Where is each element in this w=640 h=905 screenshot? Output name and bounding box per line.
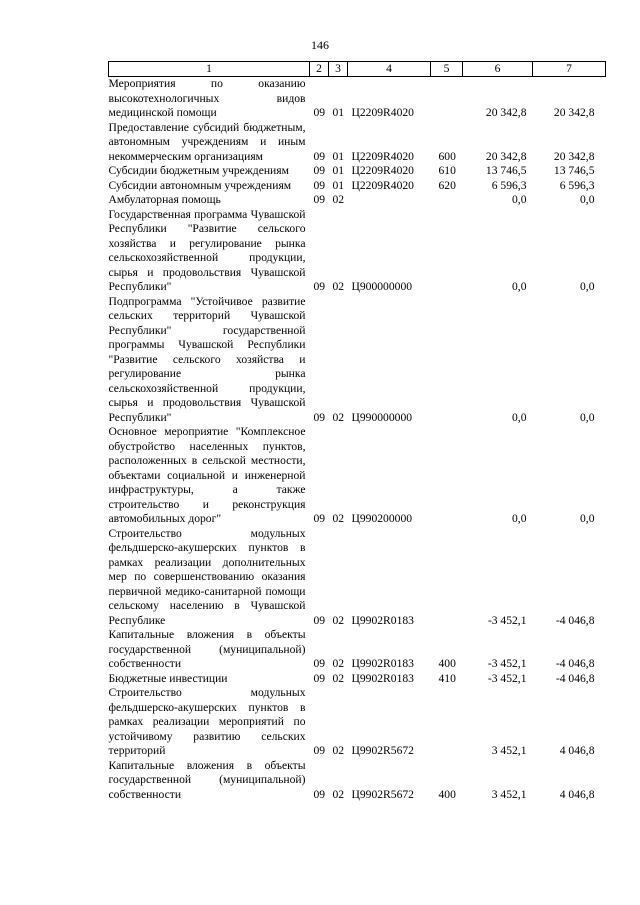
- row-name: Строительство модульных фельдшерско-акушерских пунктов в рамках реализации мероприятий по устойчивому развитию сельских территорий: [108, 686, 306, 757]
- row-target-article: Ц9902R5672: [351, 744, 414, 757]
- row-subsection: 02: [332, 613, 345, 627]
- row-name: Подпрограмма "Устойчивое развитие сельских территорий Чувашской Республики" государственной программы Чувашской Республики "Развитие сельского хозяйства и регулирование рынка сельскохозяйственной продукции, сырья и продовольствия Чувашской Республики": [108, 294, 306, 424]
- row-amount-year1: 0,0: [512, 512, 527, 525]
- table-row: [109, 193, 606, 208]
- row-subsection: 02: [332, 410, 345, 424]
- row-amount-year2: 0,0: [580, 410, 595, 424]
- row-subsection: 01: [332, 164, 345, 177]
- row-amount-year2: 4 046,8: [559, 744, 595, 757]
- row-section: 09: [313, 193, 326, 206]
- column-header: 1: [109, 62, 310, 77]
- table-row: [109, 164, 606, 179]
- row-amount-year2: 0,0: [580, 280, 595, 293]
- table-row: [109, 425, 606, 527]
- row-name: Бюджетные инвестиции: [108, 671, 228, 685]
- row-expense-type: [431, 193, 463, 208]
- row-subsection: 01: [332, 106, 345, 119]
- row-amount-year2: 0,0: [580, 512, 595, 525]
- row-amount-year1: 13 746,5: [485, 164, 527, 177]
- row-name: Субсидии бюджетным учреждениям: [108, 164, 289, 177]
- table-body: [109, 77, 606, 803]
- row-name: Государственная программа Чувашской Республики "Развитие сельского хозяйства и регулирование рынка сельскохозяйственной продукции, сырья и продовольствия Чувашской Республики": [108, 207, 306, 293]
- row-subsection: 02: [332, 787, 345, 801]
- row-amount-year2: 4 046,8: [559, 787, 595, 801]
- row-expense-type: 400: [438, 787, 456, 801]
- row-section: 09: [313, 106, 326, 119]
- row-target-article: Ц2209R4020: [351, 106, 414, 119]
- table-row: [109, 628, 606, 672]
- row-name: Строительство модульных фельдшерско-акушерских пунктов в рамках реализации дополнительных мер по совершенствованию оказания первичной медико-санитарной помощи сельскому населению в Чувашской Республике: [108, 526, 306, 627]
- row-section: 09: [313, 149, 326, 163]
- row-amount-year1: -3 452,1: [487, 613, 527, 627]
- row-target-article: Ц990200000: [351, 512, 413, 525]
- row-subsection: 01: [332, 149, 345, 163]
- row-amount-year1: 20 342,8: [485, 149, 527, 163]
- table-row: [109, 672, 606, 687]
- row-subsection: 02: [332, 193, 345, 206]
- row-section: 09: [313, 657, 326, 670]
- row-name: Субсидии автономным учреждениям: [108, 178, 292, 192]
- table-row: [109, 208, 606, 295]
- row-amount-year2: 0,0: [580, 193, 595, 206]
- table-row: [109, 295, 606, 426]
- row-target-article: Ц9902R0183: [351, 613, 414, 627]
- row-amount-year1: -3 452,1: [487, 657, 527, 670]
- row-expense-type: 600: [438, 149, 456, 163]
- table-row: [109, 179, 606, 194]
- row-expense-type: 400: [438, 657, 456, 670]
- column-header: 4: [348, 62, 431, 77]
- row-amount-year2: 6 596,3: [559, 178, 595, 192]
- row-section: 09: [313, 613, 326, 627]
- row-subsection: 02: [332, 280, 345, 293]
- row-section: 09: [313, 744, 326, 757]
- table-row: [109, 686, 606, 759]
- row-name: Амбулаторная помощь: [108, 193, 221, 206]
- row-name: Основное мероприятие "Комплексное обустройство населенных пунктов, расположенных в сельской местности, объектами социальной и инженерной инфраструктуры, а также строительство и реконструкция автомобильных дорог": [108, 425, 306, 525]
- row-target-article: Ц2209R4020: [351, 178, 414, 192]
- row-amount-year2: -4 046,8: [555, 657, 595, 670]
- row-amount-year1: 3 452,1: [491, 787, 527, 801]
- row-target-article: Ц9902R0183: [351, 671, 414, 685]
- row-target-article: Ц9902R5672: [351, 787, 414, 801]
- table-header: [109, 62, 606, 77]
- row-expense-type: [431, 77, 463, 121]
- budget-table: [108, 61, 606, 802]
- row-amount-year2: 20 342,8: [553, 106, 595, 119]
- row-expense-type: [431, 527, 463, 629]
- row-subsection: 02: [332, 657, 345, 670]
- row-amount-year2: 13 746,5: [553, 164, 595, 177]
- row-expense-type: 610: [438, 164, 456, 177]
- row-expense-type: 620: [438, 178, 456, 192]
- row-target-article: Ц2209R4020: [351, 164, 414, 177]
- row-expense-type: [431, 686, 463, 759]
- row-section: 09: [313, 178, 326, 192]
- row-amount-year1: 20 342,8: [485, 106, 527, 119]
- page-number: 146: [311, 38, 329, 52]
- row-subsection: 02: [332, 512, 345, 525]
- row-section: 09: [313, 164, 326, 177]
- row-subsection: 02: [332, 671, 345, 685]
- column-header: 6: [463, 62, 533, 77]
- row-expense-type: [431, 208, 463, 295]
- row-amount-year1: 0,0: [512, 410, 527, 424]
- row-section: 09: [313, 410, 326, 424]
- row-target-article: Ц900000000: [351, 280, 413, 293]
- row-amount-year1: 6 596,3: [491, 178, 527, 192]
- column-header: 2: [310, 62, 329, 77]
- row-amount-year2: -4 046,8: [555, 671, 595, 685]
- row-amount-year1: 0,0: [512, 193, 527, 206]
- row-expense-type: 410: [438, 671, 456, 685]
- row-expense-type: [431, 295, 463, 426]
- row-target-article: [348, 193, 431, 208]
- row-expense-type: [431, 425, 463, 527]
- row-name: Капитальные вложения в объекты государственной (муниципальной) собственности: [108, 758, 306, 801]
- row-subsection: 02: [332, 744, 345, 757]
- column-header: 7: [533, 62, 606, 77]
- row-subsection: 01: [332, 178, 345, 192]
- row-amount-year2: 20 342,8: [553, 149, 595, 163]
- row-target-article: Ц9902R0183: [351, 657, 414, 670]
- row-amount-year1: -3 452,1: [487, 671, 527, 685]
- row-amount-year1: 3 452,1: [491, 744, 527, 757]
- column-header: 3: [329, 62, 348, 77]
- row-target-article: Ц2209R4020: [351, 149, 414, 163]
- row-section: 09: [313, 512, 326, 525]
- table-row: [109, 759, 606, 803]
- row-section: 09: [313, 671, 326, 685]
- row-name: Капитальные вложения в объекты государственной (муниципальной) собственности: [108, 628, 306, 670]
- row-target-article: Ц990000000: [351, 410, 413, 424]
- row-name: Мероприятия по оказанию высокотехнологичных видов медицинской помощи: [108, 77, 306, 119]
- row-amount-year2: -4 046,8: [555, 613, 595, 627]
- row-name: Предоставление субсидий бюджетным, автономным учреждениям и иным некоммерческим организациям: [108, 120, 306, 163]
- column-header: 5: [431, 62, 463, 77]
- row-section: 09: [313, 787, 326, 801]
- row-amount-year1: 0,0: [512, 280, 527, 293]
- row-section: 09: [313, 280, 326, 293]
- table-row: [109, 77, 606, 121]
- table-row: [109, 527, 606, 629]
- table-row: [109, 121, 606, 165]
